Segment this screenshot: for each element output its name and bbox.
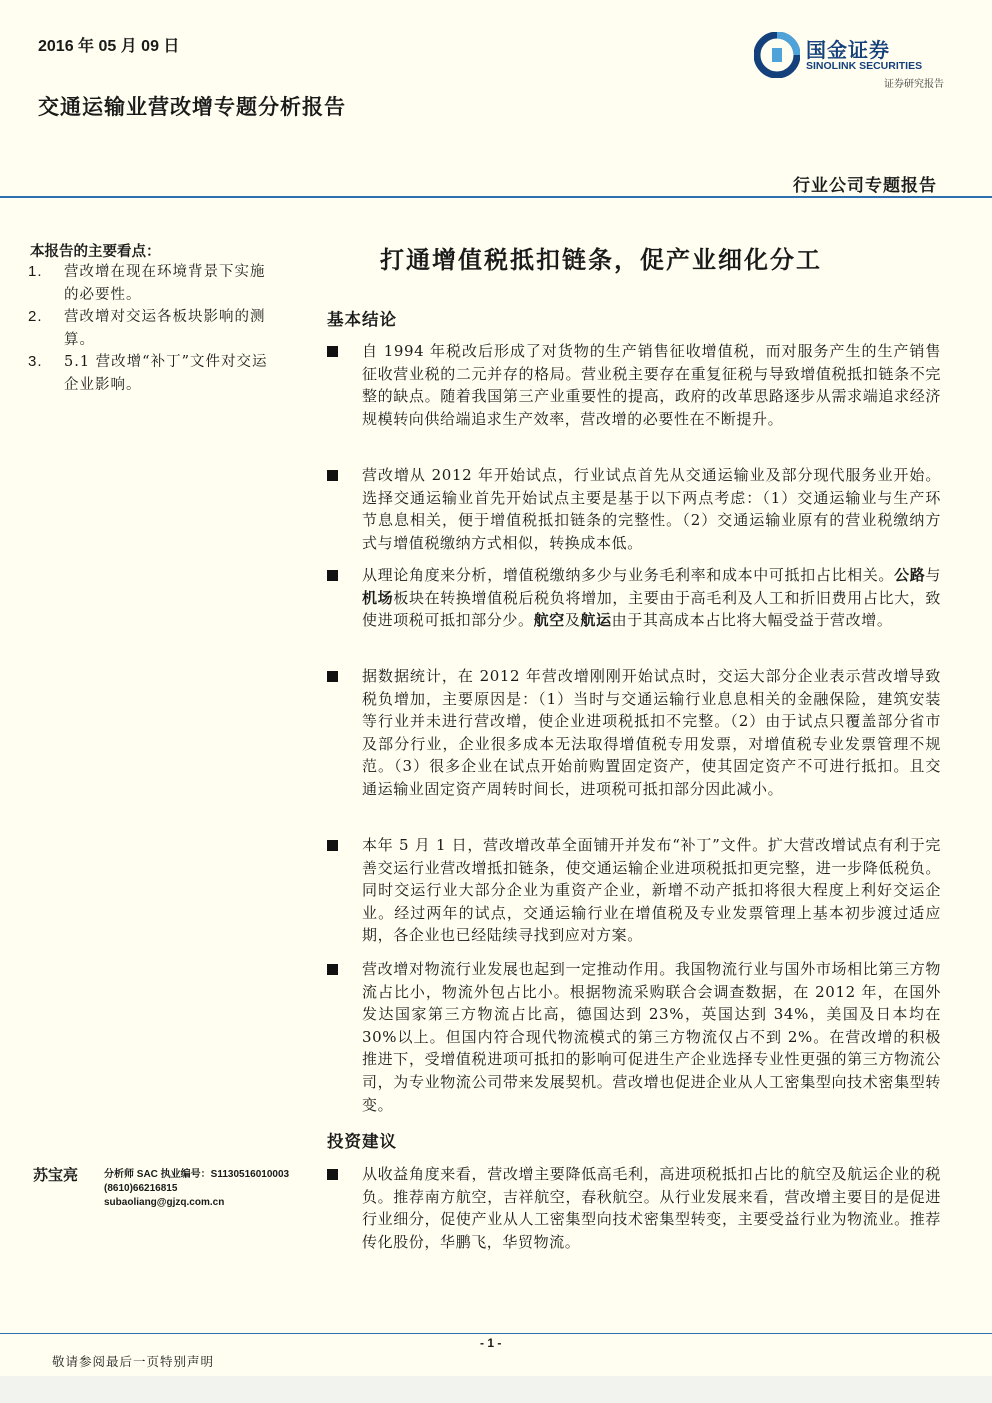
highlight-text: 5.1 营改增“补丁”文件对交运企业影响。 [64,354,268,393]
logo-name-cn: 国金证券 [806,38,890,62]
company-logo [754,32,944,90]
paragraph-text: 营改增对物流行业发展也起到一定推动作用。我国物流行业与国外市场相比第三方物流占比小，物流外包占比小。根据物流采购联合会调查数据，在 2012 年，在国外发达国家第三方物流占比高，德国达到 23%，英国达到 34%，美国及日本均在 30%以上。但国内符合现代物流模式的第三方物流仅占不到 2%。在营改增的积极推进下，受增值税进项可抵扣的影响可促进生产企业选择专业性更强的第三方物流公司，为专业物流公司带来发展契机。营改增也促进企业从人工密集型向技术密集型转变。 [362,960,941,1114]
sinolink-logo-icon [754,32,800,78]
square-bullet-icon [327,671,338,682]
report-headline: 打通增值税抵扣链条，促产业细化分工 [380,245,822,274]
highlight-number: 2. [28,308,43,325]
logo-subtitle: 证券研究报告 [884,79,944,90]
analyst-name: 苏宝亮 [33,1166,79,1184]
highlight-item [28,261,268,306]
highlight-text: 营改增对交运各板块影响的测算。 [64,309,266,348]
conclusion-paragraph [327,958,941,1116]
paragraph-text: 从理论角度来分析，增值税缴纳多少与业务毛利率和成本中可抵扣占比相关。公路与机场板块在转换增值税后税负将增加，主要由于高毛利及人工和折旧费用占比大，致使进项税可抵扣部分少。航空及航运由于其高成本占比将大幅受益于营改增。 [362,566,942,630]
paragraph-text: 本年 5 月 1 日，营改增改革全面铺开并发布“补丁”文件。扩大营改增试点有利于完善交运行业营改增抵扣链条，使交通运输企业进项税抵扣更完整，进一步降低税负。同时交运行业大部分企业为重资产企业，新增不动产抵扣将很大程度上利好交运企业。经过两年的试点，交通运输行业在增值税及专业发票管理上基本初步渡过适应期，各企业也已经陆续寻找到应对方案。 [362,836,941,945]
header-divider [0,196,992,198]
conclusion-paragraph [327,464,941,554]
conclusion-paragraph [327,340,941,430]
analyst-email: subaoliang@gjzq.com.cn [104,1197,225,1208]
highlights-list [28,261,268,396]
square-bullet-icon [327,840,338,851]
square-bullet-icon [327,964,338,975]
analyst-phone: (8610)66216815 [104,1183,178,1194]
highlight-text: 营改增在现在环境背景下实施的必要性。 [64,264,266,303]
investment-paragraph [327,1163,941,1253]
emphasis-text: 航空 [533,611,565,630]
footer-disclaimer-note: 敬请参阅最后一页特别声明 [52,1354,215,1369]
footer-band [0,1376,992,1403]
paragraph-text: 自 1994 年税改后形成了对货物的生产销售征收增值税，而对服务产生的生产销售征收营业税的二元并存的格局。营业税主要存在重复征税与导致增值税抵扣链条不完整的缺点。随着我国第三产业重要性的提高，政府的改革思路逐步从需求端追求经济规模转向供给端追求生产效率，营改增的必要性在不断提升。 [362,342,941,428]
square-bullet-icon [327,570,338,581]
analyst-info [104,1168,289,1210]
highlight-number: 3. [28,353,43,370]
square-bullet-icon [327,1169,338,1180]
analyst-sac-number: 分析师 SAC 执业编号：S1130516010003 [104,1169,290,1180]
report-category: 行业公司专题报告 [793,176,937,196]
paragraph-text: 营改增从 2012 年开始试点，行业试点首先从交通运输业及部分现代服务业开始。选择交通运输业首先开始试点主要是基于以下两点考虑：（1）交通运输业与生产环节息息相关，便于增值税抵扣链条的完整性。（2）交通运输业原有的营业税缴纳方式与增值税缴纳方式相似，转换成本低。 [362,466,941,552]
conclusion-paragraph [327,665,941,801]
highlight-number: 1. [28,263,43,280]
square-bullet-icon [327,470,338,481]
square-bullet-icon [327,346,338,357]
emphasis-text: 公路 [894,566,926,584]
section-title-conclusions: 基本结论 [327,310,397,329]
paragraph-text: 据数据统计，在 2012 年营改增刚刚开始试点时，交运大部分企业表示营改增导致税负增加，主要原因是：（1）当时与交通运输行业息息相关的金融保险，建筑安装等行业并未进行营改增，使企业进项税抵扣不完整。（2）由于试点只覆盖部分省市及部分行业，企业很多成本无法取得增值税专用发票，对增值税专业发票管理不规范。（3）很多企业在试点开始前购置固定资产，使其固定资产不可进行抵扣。且交通运输业固定资产周转时间长，进项税可抵扣部分因此减小。 [362,667,941,798]
footer-divider [0,1333,992,1334]
conclusion-paragraph [327,834,941,947]
page-number: - 1 - [480,1336,502,1350]
highlight-item [28,351,268,396]
emphasis-text: 机场 [362,588,394,607]
highlights-title: 本报告的主要看点： [30,243,161,260]
emphasis-text: 航运 [580,611,612,630]
conclusion-paragraph [327,564,941,632]
paragraph-text: 从收益角度来看，营改增主要降低高毛利，高进项税抵扣占比的航空及航运企业的税负。推荐南方航空，吉祥航空，春秋航空。从行业发展来看，营改增主要目的是促进行业细分，促使产业从人工密集型向技术密集型转变，主要受益行业为物流业。推荐传化股份，华鹏飞，华贸物流。 [362,1165,941,1251]
section-title-investment: 投资建议 [327,1132,397,1151]
report-title: 交通运输业营改增专题分析报告 [38,94,346,119]
report-date: 2016 年 05 月 09 日 [38,38,180,55]
highlight-item [28,306,268,351]
logo-name-en: SINOLINK SECURITIES [806,60,923,72]
